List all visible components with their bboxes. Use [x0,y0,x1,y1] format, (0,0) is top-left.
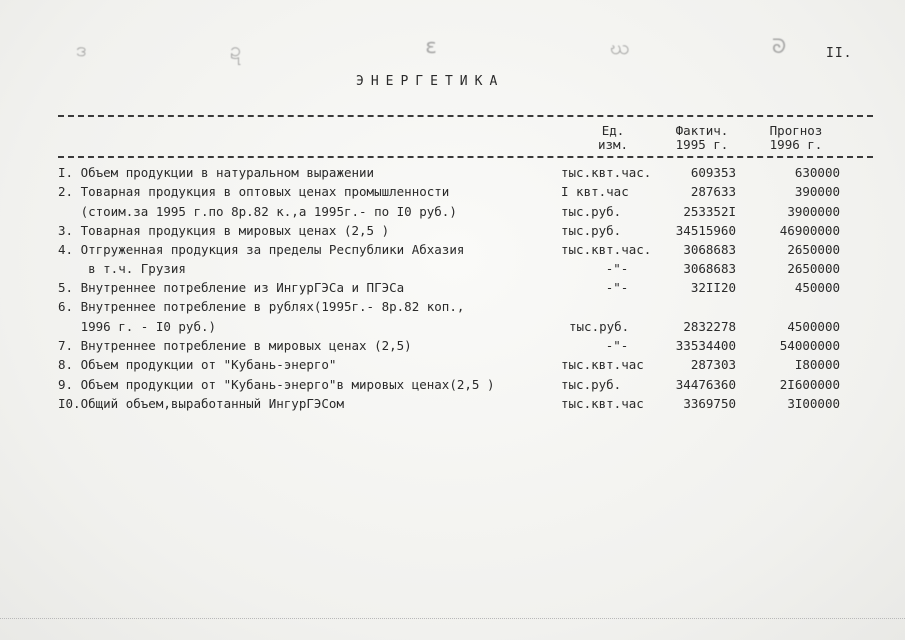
column-header-unit: Ед. изм. [597,123,629,152]
row-unit: тыс.руб. [561,377,622,392]
table-row [58,375,878,394]
row-unit: тыс.руб. [569,319,630,334]
row-label: 4. Отгруженная продукция за пределы Республики Абхазия [58,242,465,257]
row-forecast-1996: 3900000 [787,204,840,219]
row-forecast-1996: 2650000 [787,242,840,257]
row-forecast-1996: 2I600000 [779,377,840,392]
row-unit: тыс.квт.час. [561,242,652,257]
row-fact-1995: 34515960 [675,223,736,238]
row-unit: тыс.квт.час [561,357,644,372]
header-rule-top [58,115,873,117]
row-label: I. Объем продукции в натуральном выражении [58,165,375,180]
row-forecast-1996: 390000 [794,184,840,199]
row-unit: -"- [605,280,629,295]
row-forecast-1996: 2650000 [787,261,840,276]
table-row [58,240,878,259]
row-label: 6. Внутреннее потребление в рублях(1995г.- 8р.82 коп., [58,299,465,314]
row-label: 2. Товарная продукция в оптовых ценах промышленности [58,184,450,199]
table-row [58,221,878,240]
row-label: 9. Объем продукции от "Кубань-энерго"в мировых ценах(2,5 ) [58,377,495,392]
row-unit: тыс.квт.час. [561,165,652,180]
row-forecast-1996: I80000 [794,357,840,372]
table-row [58,394,878,413]
row-unit: тыс.квт.час [561,396,644,411]
column-header-forecast: Прогноз 1996 г. [769,123,823,152]
page-title: ЭНЕРГЕТИКА [356,74,505,89]
row-label: в т.ч. Грузия [58,261,186,276]
row-fact-1995: 2832278 [683,319,736,334]
row-fact-1995: 253352I [683,204,736,219]
row-forecast-1996: 3I00000 [787,396,840,411]
row-unit: тыс.руб. [561,204,622,219]
punch-mark-3: ɛ [425,34,438,58]
row-forecast-1996: 46900000 [779,223,840,238]
page-number: II. [826,46,853,61]
table-row [58,297,878,316]
table-row [58,182,878,201]
row-unit: -"- [605,338,629,353]
row-forecast-1996: 450000 [794,280,840,295]
punch-mark-4: ဃ [610,35,630,59]
row-label: 5. Внутреннее потребление из ИнгурГЭСа и ПГЭСа [58,280,405,295]
row-unit: I квт.час [561,184,629,199]
row-fact-1995: 3068683 [683,261,736,276]
punch-mark-1: ဒ [76,37,87,61]
row-fact-1995: 34476360 [675,377,736,392]
row-forecast-1996: 4500000 [787,319,840,334]
row-fact-1995: 3369750 [683,396,736,411]
row-fact-1995: 287303 [690,357,736,372]
table-row [58,259,878,278]
row-fact-1995: 287633 [690,184,736,199]
row-label: 7. Внутреннее потребление в мировых ценах (2,5) [58,338,412,353]
column-header-fact: Фактич. 1995 г. [675,123,729,152]
row-label: 3. Товарная продукция в мировых ценах (2,5 ) [58,223,390,238]
punch-mark-2: ဍ [230,37,242,61]
row-unit: тыс.руб. [561,223,622,238]
table-row [58,278,878,297]
row-forecast-1996: 630000 [794,165,840,180]
table-row [58,202,878,221]
table-row [58,163,878,182]
row-label: 8. Объем продукции от "Кубань-энерго" [58,357,337,372]
row-label: I0.Общий объем,выработанный ИнгурГЭСом [58,396,344,411]
row-label: 1996 г. - I0 руб.) [58,319,217,334]
row-unit: -"- [605,261,629,276]
table-row [58,336,878,355]
row-fact-1995: 609353 [690,165,736,180]
row-fact-1995: 32II20 [690,280,736,295]
row-fact-1995: 33534400 [675,338,736,353]
punch-mark-5: ᘐ [772,34,787,58]
table-row [58,355,878,374]
table-row [58,317,878,336]
row-forecast-1996: 54000000 [779,338,840,353]
row-fact-1995: 3068683 [683,242,736,257]
row-label: (стоим.за 1995 г.по 8р.82 к.,а 1995г.- по I0 руб.) [58,204,457,219]
header-rule-bottom [58,156,873,158]
page-edge [0,618,905,619]
